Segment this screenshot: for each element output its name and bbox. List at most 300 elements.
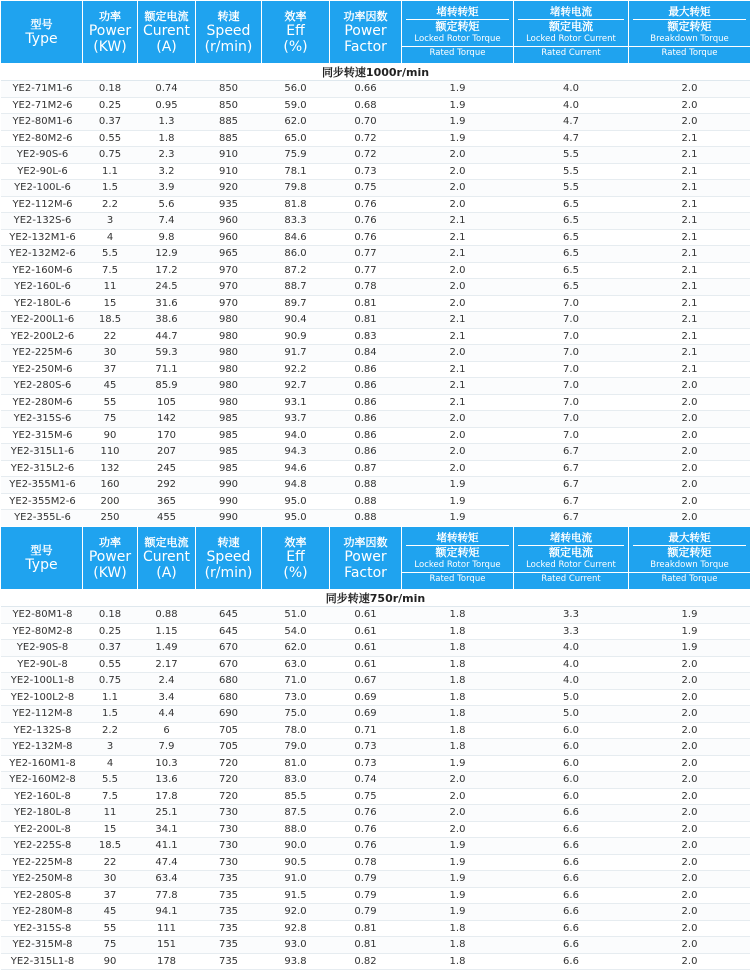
cell-locked-rotor-current: 4.0 — [514, 81, 629, 98]
table-row — [1, 378, 750, 395]
cell-power-factor: 0.74 — [330, 772, 402, 789]
cell-power-factor: 0.76 — [330, 213, 402, 230]
table-row — [1, 623, 750, 640]
cell-power-factor: 0.86 — [330, 427, 402, 444]
cell-locked-rotor-torque: 2.0 — [402, 788, 514, 805]
cell-power-factor: 0.84 — [330, 345, 402, 362]
cell-breakdown-torque: 2.1 — [629, 328, 750, 345]
cell-current: 365 — [138, 493, 196, 510]
cell-power-factor: 0.76 — [330, 196, 402, 213]
table-row — [1, 689, 750, 706]
cell-eff: 81.8 — [262, 196, 330, 213]
cell-current: 245 — [138, 460, 196, 477]
cell-type: YE2-100L1-8 — [1, 673, 83, 690]
cell-speed: 985 — [196, 444, 262, 461]
cell-type: YE2-112M-8 — [1, 706, 83, 723]
cell-locked-rotor-torque: 2.0 — [402, 180, 514, 197]
cell-speed: 970 — [196, 262, 262, 279]
table-row — [1, 510, 750, 527]
cell-power-factor: 0.77 — [330, 262, 402, 279]
cell-eff: 56.0 — [262, 81, 330, 98]
cell-eff: 91.5 — [262, 887, 330, 904]
col-breakdown-torque: 最大转矩 额定转矩 Breakdown Torque Rated Torque — [629, 1, 750, 64]
cell-power: 2.2 — [83, 196, 138, 213]
cell-current: 47.4 — [138, 854, 196, 871]
cell-locked-rotor-current: 6.7 — [514, 477, 629, 494]
cell-locked-rotor-torque: 2.0 — [402, 295, 514, 312]
cell-speed: 920 — [196, 180, 262, 197]
cell-current: 455 — [138, 510, 196, 527]
cell-breakdown-torque: 2.0 — [629, 755, 750, 772]
cell-breakdown-torque: 2.1 — [629, 213, 750, 230]
cell-breakdown-torque: 2.1 — [629, 312, 750, 329]
cell-power-factor: 0.79 — [330, 904, 402, 921]
cell-locked-rotor-current: 7.0 — [514, 378, 629, 395]
table-row — [1, 953, 750, 970]
cell-power: 11 — [83, 279, 138, 296]
cell-locked-rotor-current: 6.7 — [514, 510, 629, 527]
cell-breakdown-torque: 1.9 — [629, 607, 750, 624]
cell-eff: 81.0 — [262, 755, 330, 772]
cell-locked-rotor-current: 6.6 — [514, 838, 629, 855]
cell-breakdown-torque: 1.9 — [629, 623, 750, 640]
table-header — [1, 1, 750, 64]
cell-locked-rotor-torque: 2.0 — [402, 772, 514, 789]
col-type: 型号 Type — [1, 527, 83, 590]
cell-type: YE2-80M1-6 — [1, 114, 83, 131]
cell-speed: 735 — [196, 920, 262, 937]
cell-power-factor: 0.76 — [330, 229, 402, 246]
cell-speed: 690 — [196, 706, 262, 723]
cell-eff: 95.0 — [262, 510, 330, 527]
cell-locked-rotor-current: 5.0 — [514, 706, 629, 723]
cell-speed: 960 — [196, 213, 262, 230]
table-row — [1, 871, 750, 888]
cell-locked-rotor-current: 6.5 — [514, 196, 629, 213]
col-power-factor: 功率因数 Power Factor — [330, 527, 402, 590]
cell-speed: 850 — [196, 97, 262, 114]
cell-power: 37 — [83, 361, 138, 378]
table-row — [1, 246, 750, 263]
cell-power-factor: 0.73 — [330, 739, 402, 756]
cell-locked-rotor-torque: 1.8 — [402, 739, 514, 756]
cell-power: 30 — [83, 345, 138, 362]
cell-eff: 59.0 — [262, 97, 330, 114]
cell-power-factor: 0.87 — [330, 460, 402, 477]
cell-speed: 985 — [196, 411, 262, 428]
cell-locked-rotor-torque: 2.0 — [402, 444, 514, 461]
cell-breakdown-torque: 2.0 — [629, 706, 750, 723]
table-row — [1, 788, 750, 805]
cell-speed: 670 — [196, 640, 262, 657]
cell-eff: 90.0 — [262, 838, 330, 855]
cell-breakdown-torque: 2.0 — [629, 821, 750, 838]
cell-breakdown-torque: 2.0 — [629, 510, 750, 527]
cell-power: 5.5 — [83, 246, 138, 263]
cell-power: 0.37 — [83, 640, 138, 657]
col-eff: 效率 Eff (%) — [262, 1, 330, 64]
cell-locked-rotor-current: 4.7 — [514, 130, 629, 147]
cell-type: YE2-100L2-8 — [1, 689, 83, 706]
cell-power: 5.5 — [83, 772, 138, 789]
cell-locked-rotor-current: 7.0 — [514, 312, 629, 329]
cell-type: YE2-200L2-6 — [1, 328, 83, 345]
cell-speed: 730 — [196, 838, 262, 855]
cell-eff: 95.0 — [262, 493, 330, 510]
cell-locked-rotor-current: 6.6 — [514, 871, 629, 888]
cell-type: YE2-90L-8 — [1, 656, 83, 673]
cell-breakdown-torque: 2.0 — [629, 805, 750, 822]
cell-current: 34.1 — [138, 821, 196, 838]
cell-eff: 71.0 — [262, 673, 330, 690]
table-row — [1, 279, 750, 296]
cell-type: YE2-71M2-6 — [1, 97, 83, 114]
col-locked-rotor-torque: 堵转转矩 额定转矩 Locked Rotor Torque Rated Torque — [402, 527, 514, 590]
cell-power-factor: 0.86 — [330, 444, 402, 461]
table-row — [1, 312, 750, 329]
cell-power: 0.75 — [83, 147, 138, 164]
cell-breakdown-torque: 2.0 — [629, 937, 750, 954]
cell-power: 15 — [83, 295, 138, 312]
cell-locked-rotor-torque: 1.8 — [402, 640, 514, 657]
cell-type: YE2-315M-8 — [1, 937, 83, 954]
cell-eff: 92.8 — [262, 920, 330, 937]
cell-current: 3.2 — [138, 163, 196, 180]
cell-power-factor: 0.86 — [330, 394, 402, 411]
cell-power-factor: 0.86 — [330, 361, 402, 378]
cell-current: 2.4 — [138, 673, 196, 690]
table-row — [1, 180, 750, 197]
cell-power-factor: 0.79 — [330, 887, 402, 904]
table-row — [1, 345, 750, 362]
cell-type: YE2-315L1-8 — [1, 953, 83, 970]
cell-breakdown-torque: 2.0 — [629, 378, 750, 395]
cell-type: YE2-280M-6 — [1, 394, 83, 411]
cell-power: 75 — [83, 411, 138, 428]
cell-eff: 94.3 — [262, 444, 330, 461]
table-row — [1, 262, 750, 279]
cell-eff: 83.0 — [262, 772, 330, 789]
cell-current: 2.17 — [138, 656, 196, 673]
cell-speed: 935 — [196, 196, 262, 213]
cell-eff: 93.8 — [262, 953, 330, 970]
cell-eff: 51.0 — [262, 607, 330, 624]
table-row — [1, 640, 750, 657]
table-row — [1, 854, 750, 871]
table-row — [1, 493, 750, 510]
cell-breakdown-torque: 2.1 — [629, 196, 750, 213]
cell-power-factor: 0.66 — [330, 81, 402, 98]
cell-type: YE2-112M-6 — [1, 196, 83, 213]
cell-locked-rotor-torque: 2.0 — [402, 163, 514, 180]
cell-power-factor: 0.77 — [330, 246, 402, 263]
cell-power: 0.55 — [83, 656, 138, 673]
cell-speed: 970 — [196, 279, 262, 296]
cell-locked-rotor-current: 6.5 — [514, 262, 629, 279]
table-row — [1, 477, 750, 494]
cell-power: 22 — [83, 854, 138, 871]
cell-eff: 87.5 — [262, 805, 330, 822]
cell-current: 2.3 — [138, 147, 196, 164]
cell-speed: 910 — [196, 163, 262, 180]
cell-locked-rotor-torque: 1.8 — [402, 623, 514, 640]
cell-type: YE2-160M-6 — [1, 262, 83, 279]
cell-locked-rotor-current: 5.5 — [514, 163, 629, 180]
cell-current: 41.1 — [138, 838, 196, 855]
table-row — [1, 196, 750, 213]
cell-current: 71.1 — [138, 361, 196, 378]
cell-speed: 965 — [196, 246, 262, 263]
cell-locked-rotor-current: 6.6 — [514, 920, 629, 937]
cell-power-factor: 0.73 — [330, 755, 402, 772]
cell-eff: 73.0 — [262, 689, 330, 706]
cell-power-factor: 0.78 — [330, 854, 402, 871]
cell-current: 1.15 — [138, 623, 196, 640]
cell-locked-rotor-current: 6.0 — [514, 788, 629, 805]
cell-locked-rotor-torque: 2.1 — [402, 361, 514, 378]
cell-speed: 960 — [196, 229, 262, 246]
cell-power: 132 — [83, 460, 138, 477]
cell-type: YE2-90L-6 — [1, 163, 83, 180]
cell-current: 7.9 — [138, 739, 196, 756]
cell-locked-rotor-current: 5.0 — [514, 689, 629, 706]
cell-current: 3.4 — [138, 689, 196, 706]
cell-current: 170 — [138, 427, 196, 444]
cell-speed: 980 — [196, 378, 262, 395]
cell-locked-rotor-torque: 2.0 — [402, 147, 514, 164]
cell-power: 110 — [83, 444, 138, 461]
cell-type: YE2-225M-6 — [1, 345, 83, 362]
cell-current: 59.3 — [138, 345, 196, 362]
table-row — [1, 444, 750, 461]
cell-type: YE2-250M-6 — [1, 361, 83, 378]
table-row — [1, 772, 750, 789]
cell-type: YE2-355L-6 — [1, 510, 83, 527]
cell-locked-rotor-torque: 1.9 — [402, 904, 514, 921]
cell-eff: 91.7 — [262, 345, 330, 362]
cell-eff: 75.0 — [262, 706, 330, 723]
cell-eff: 90.9 — [262, 328, 330, 345]
cell-eff: 83.3 — [262, 213, 330, 230]
cell-type: YE2-315L2-6 — [1, 460, 83, 477]
cell-power-factor: 0.76 — [330, 821, 402, 838]
cell-eff: 79.8 — [262, 180, 330, 197]
cell-speed: 985 — [196, 427, 262, 444]
cell-locked-rotor-current: 6.6 — [514, 904, 629, 921]
cell-locked-rotor-torque: 2.0 — [402, 805, 514, 822]
table-row — [1, 81, 750, 98]
cell-power-factor: 0.86 — [330, 378, 402, 395]
table-header — [1, 527, 750, 590]
cell-type: YE2-180L-6 — [1, 295, 83, 312]
cell-breakdown-torque: 2.0 — [629, 411, 750, 428]
cell-power-factor: 0.88 — [330, 510, 402, 527]
cell-speed: 850 — [196, 81, 262, 98]
cell-breakdown-torque: 2.0 — [629, 887, 750, 904]
table-row — [1, 904, 750, 921]
col-power: 功率 Power (KW) — [83, 1, 138, 64]
cell-power: 0.55 — [83, 130, 138, 147]
table-row — [1, 673, 750, 690]
cell-speed: 985 — [196, 460, 262, 477]
cell-type: YE2-80M2-8 — [1, 623, 83, 640]
cell-breakdown-torque: 2.0 — [629, 394, 750, 411]
cell-eff: 93.7 — [262, 411, 330, 428]
cell-locked-rotor-torque: 1.9 — [402, 854, 514, 871]
table-row — [1, 838, 750, 855]
cell-locked-rotor-current: 6.6 — [514, 887, 629, 904]
cell-current: 13.6 — [138, 772, 196, 789]
cell-eff: 94.8 — [262, 477, 330, 494]
cell-current: 6 — [138, 722, 196, 739]
table-row — [1, 229, 750, 246]
cell-speed: 680 — [196, 673, 262, 690]
cell-locked-rotor-current: 6.5 — [514, 229, 629, 246]
cell-power: 3 — [83, 739, 138, 756]
cell-power-factor: 0.61 — [330, 607, 402, 624]
cell-locked-rotor-current: 6.5 — [514, 246, 629, 263]
cell-eff: 94.6 — [262, 460, 330, 477]
cell-current: 44.7 — [138, 328, 196, 345]
cell-power: 4 — [83, 755, 138, 772]
cell-breakdown-torque: 2.0 — [629, 81, 750, 98]
col-power: 功率 Power (KW) — [83, 527, 138, 590]
cell-power-factor: 0.81 — [330, 312, 402, 329]
cell-locked-rotor-torque: 1.9 — [402, 114, 514, 131]
cell-speed: 735 — [196, 904, 262, 921]
cell-current: 111 — [138, 920, 196, 937]
cell-type: YE2-160M2-8 — [1, 772, 83, 789]
cell-breakdown-torque: 2.1 — [629, 262, 750, 279]
cell-breakdown-torque: 2.1 — [629, 163, 750, 180]
cell-power-factor: 0.68 — [330, 97, 402, 114]
cell-type: YE2-132S-8 — [1, 722, 83, 739]
cell-breakdown-torque: 2.1 — [629, 229, 750, 246]
table-row — [1, 656, 750, 673]
cell-current: 94.1 — [138, 904, 196, 921]
table-row — [1, 163, 750, 180]
table-row — [1, 706, 750, 723]
cell-locked-rotor-current: 6.5 — [514, 279, 629, 296]
cell-power-factor: 0.81 — [330, 920, 402, 937]
cell-power-factor: 0.75 — [330, 180, 402, 197]
cell-type: YE2-280M-8 — [1, 904, 83, 921]
col-type: 型号 Type — [1, 1, 83, 64]
cell-locked-rotor-torque: 1.8 — [402, 656, 514, 673]
cell-breakdown-torque: 2.1 — [629, 279, 750, 296]
cell-current: 24.5 — [138, 279, 196, 296]
cell-type: YE2-80M1-8 — [1, 607, 83, 624]
cell-speed: 970 — [196, 295, 262, 312]
cell-power: 7.5 — [83, 788, 138, 805]
cell-speed: 680 — [196, 689, 262, 706]
cell-speed: 730 — [196, 854, 262, 871]
cell-locked-rotor-current: 7.0 — [514, 427, 629, 444]
cell-eff: 75.9 — [262, 147, 330, 164]
cell-type: YE2-200L-8 — [1, 821, 83, 838]
cell-power-factor: 0.79 — [330, 871, 402, 888]
cell-eff: 65.0 — [262, 130, 330, 147]
cell-eff: 88.7 — [262, 279, 330, 296]
cell-locked-rotor-torque: 2.1 — [402, 246, 514, 263]
cell-eff: 89.7 — [262, 295, 330, 312]
cell-power-factor: 0.75 — [330, 788, 402, 805]
cell-current: 5.6 — [138, 196, 196, 213]
cell-locked-rotor-torque: 1.8 — [402, 920, 514, 937]
cell-type: YE2-90S-6 — [1, 147, 83, 164]
cell-locked-rotor-current: 6.0 — [514, 772, 629, 789]
cell-current: 151 — [138, 937, 196, 954]
cell-speed: 705 — [196, 739, 262, 756]
cell-power: 1.1 — [83, 689, 138, 706]
table-row — [1, 130, 750, 147]
cell-type: YE2-315S-6 — [1, 411, 83, 428]
cell-speed: 990 — [196, 510, 262, 527]
cell-current: 1.49 — [138, 640, 196, 657]
cell-type: YE2-315L1-6 — [1, 444, 83, 461]
cell-locked-rotor-torque: 2.1 — [402, 394, 514, 411]
cell-power: 3 — [83, 213, 138, 230]
cell-locked-rotor-current: 6.7 — [514, 444, 629, 461]
cell-locked-rotor-current: 4.0 — [514, 673, 629, 690]
cell-type: YE2-250M-8 — [1, 871, 83, 888]
cell-power: 4 — [83, 229, 138, 246]
cell-locked-rotor-torque: 1.9 — [402, 493, 514, 510]
cell-locked-rotor-current: 6.0 — [514, 722, 629, 739]
col-locked-rotor-current: 堵转电流 额定电流 Locked Rotor Current Rated Current — [514, 1, 629, 64]
cell-locked-rotor-torque: 1.9 — [402, 887, 514, 904]
cell-speed: 980 — [196, 361, 262, 378]
col-locked-rotor-current: 堵转电流 额定电流 Locked Rotor Current Rated Current — [514, 527, 629, 590]
cell-breakdown-torque: 2.0 — [629, 722, 750, 739]
cell-power: 18.5 — [83, 312, 138, 329]
cell-type: YE2-132M-8 — [1, 739, 83, 756]
cell-locked-rotor-torque: 1.9 — [402, 130, 514, 147]
cell-eff: 78.0 — [262, 722, 330, 739]
cell-power-factor: 0.81 — [330, 295, 402, 312]
cell-breakdown-torque: 2.0 — [629, 904, 750, 921]
cell-locked-rotor-current: 7.0 — [514, 394, 629, 411]
cell-eff: 86.0 — [262, 246, 330, 263]
cell-breakdown-torque: 2.0 — [629, 854, 750, 871]
cell-power: 45 — [83, 904, 138, 921]
cell-eff: 88.0 — [262, 821, 330, 838]
cell-type: YE2-280S-6 — [1, 378, 83, 395]
cell-power: 160 — [83, 477, 138, 494]
cell-locked-rotor-torque: 1.8 — [402, 689, 514, 706]
cell-locked-rotor-current: 6.6 — [514, 854, 629, 871]
cell-locked-rotor-current: 6.7 — [514, 493, 629, 510]
table-row — [1, 920, 750, 937]
cell-power: 250 — [83, 510, 138, 527]
cell-power-factor: 0.70 — [330, 114, 402, 131]
table-row — [1, 755, 750, 772]
cell-power-factor: 0.88 — [330, 477, 402, 494]
cell-locked-rotor-current: 4.0 — [514, 656, 629, 673]
cell-power: 1.5 — [83, 180, 138, 197]
cell-type: YE2-225M-8 — [1, 854, 83, 871]
cell-current: 105 — [138, 394, 196, 411]
cell-eff: 94.0 — [262, 427, 330, 444]
table-row — [1, 937, 750, 954]
cell-speed: 980 — [196, 328, 262, 345]
cell-current: 63.4 — [138, 871, 196, 888]
cell-speed: 730 — [196, 821, 262, 838]
cell-power-factor: 0.81 — [330, 937, 402, 954]
cell-current: 207 — [138, 444, 196, 461]
cell-type: YE2-315S-8 — [1, 920, 83, 937]
cell-breakdown-torque: 2.0 — [629, 493, 750, 510]
